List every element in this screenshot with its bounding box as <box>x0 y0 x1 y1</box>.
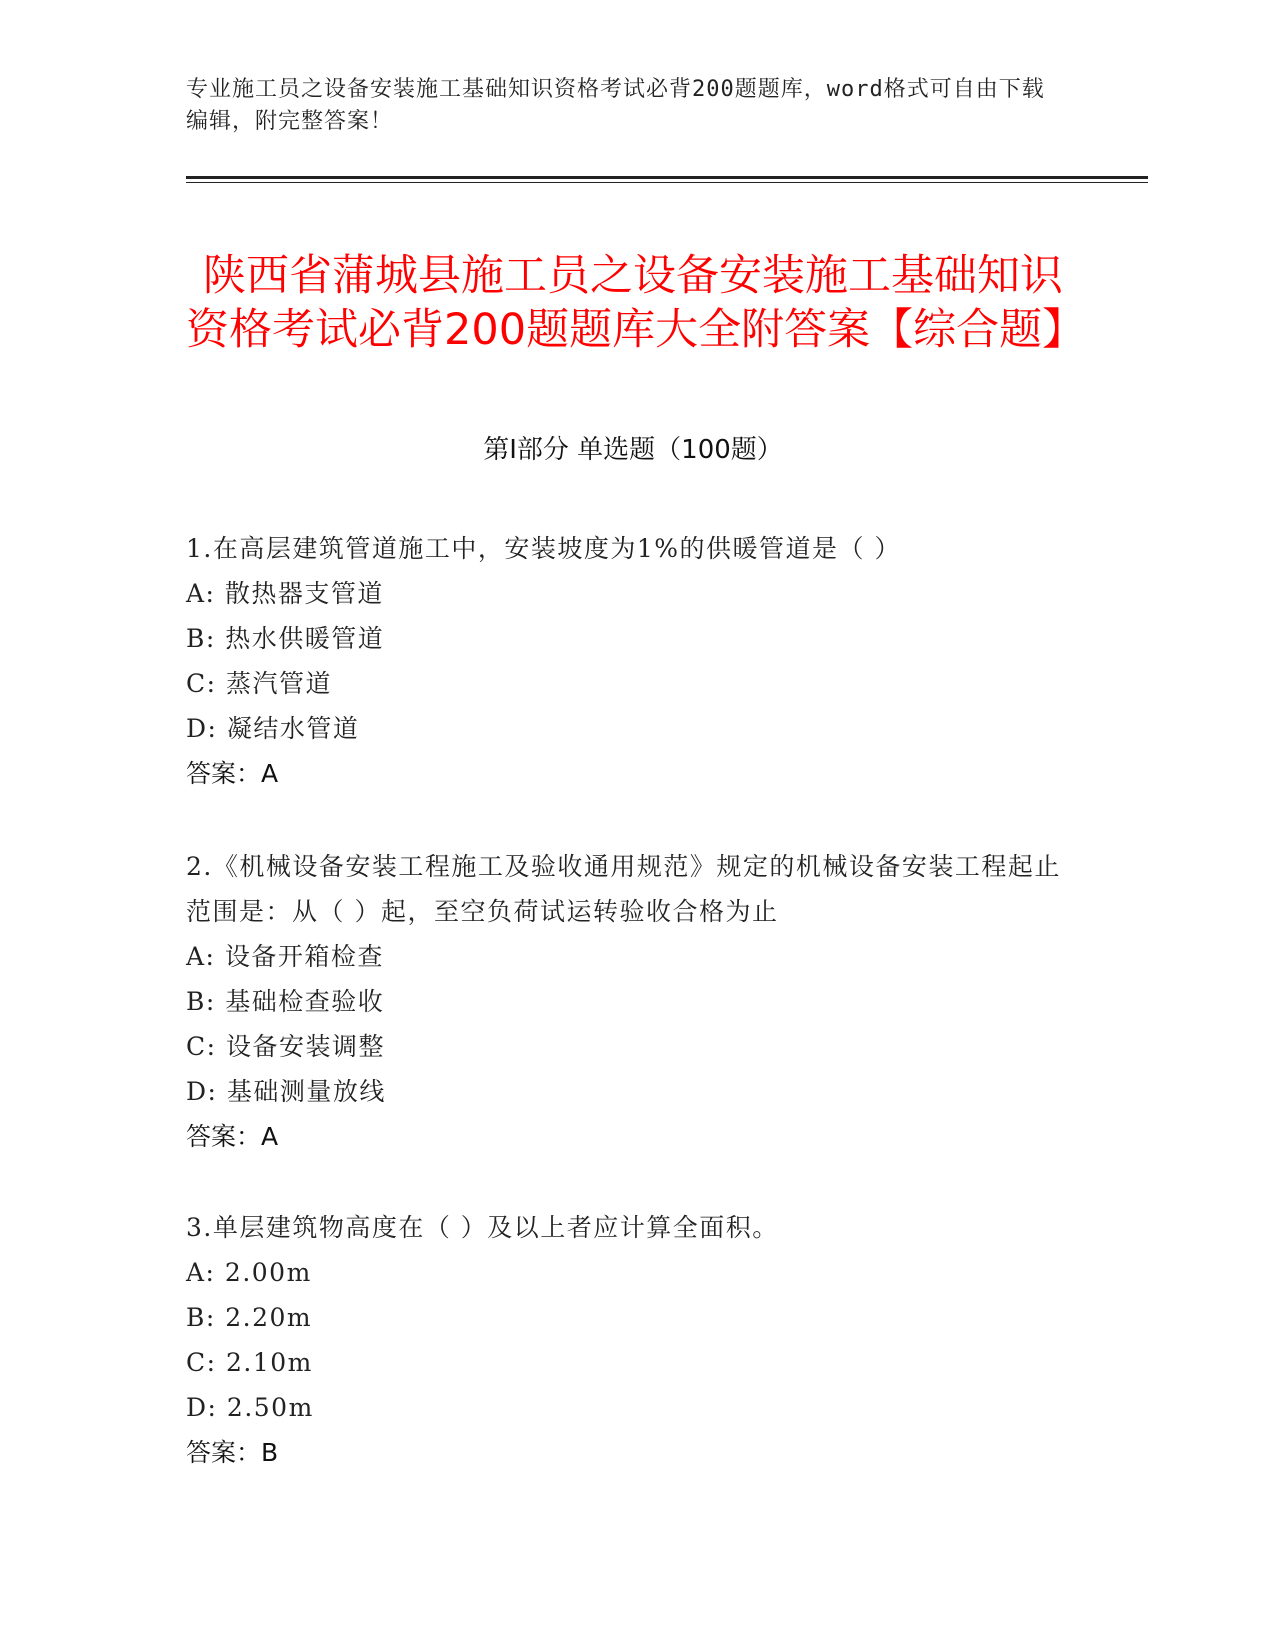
option-b: B: 2.20m <box>186 1303 313 1332</box>
question-3 <box>186 1205 1066 1475</box>
question-stem: 3.单层建筑物高度在（ ）及以上者应计算全面积。 <box>186 1213 779 1242</box>
option-c: C: 蒸汽管道 <box>186 669 332 698</box>
option-b: B: 基础检查验收 <box>186 987 385 1016</box>
section-heading: 第Ⅰ部分 单选题（100题） <box>483 435 783 465</box>
answer: 答案：B <box>186 1438 279 1467</box>
option-a: A: 设备开箱检查 <box>186 942 384 971</box>
answer: 答案：A <box>186 759 279 788</box>
option-d: D: 基础测量放线 <box>186 1077 386 1106</box>
option-c: C: 设备安装调整 <box>186 1032 385 1061</box>
option-a: A: 散热器支管道 <box>186 579 384 608</box>
header-divider-thin <box>186 182 1148 183</box>
answer: 答案：A <box>186 1122 279 1151</box>
option-b: B: 热水供暖管道 <box>186 624 385 653</box>
question-1 <box>186 526 1066 796</box>
question-2 <box>186 844 1066 1159</box>
question-stem: 1.在高层建筑管道施工中，安装坡度为1%的供暖管道是（ ） <box>186 534 901 563</box>
document-title: 陕西省蒲城县施工员之设备安装施工基础知识资格考试必背200题题库大全附答案【综合题】 <box>186 250 1086 355</box>
header-divider-thick <box>186 176 1148 179</box>
option-d: D: 2.50m <box>186 1393 314 1422</box>
header-note: 专业施工员之设备安装施工基础知识资格考试必背200题题库，word格式可自由下载编辑，附完整答案！ <box>186 77 1045 134</box>
question-stem: 2.《机械设备安装工程施工及验收通用规范》规定的机械设备安装工程起止范围是：从（ ）起，至空负荷试运转验收合格为止 <box>186 852 1061 926</box>
option-a: A: 2.00m <box>186 1258 312 1287</box>
option-c: C: 2.10m <box>186 1348 313 1377</box>
option-d: D: 凝结水管道 <box>186 714 360 743</box>
